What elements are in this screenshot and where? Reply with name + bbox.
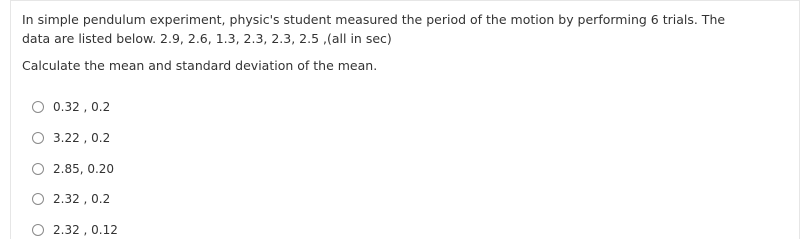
answer-option-3[interactable] xyxy=(32,154,118,184)
question-text xyxy=(22,10,792,48)
radio-button-icon[interactable] xyxy=(32,132,44,144)
answer-option-label: 0.32 , 0.2 xyxy=(53,100,111,114)
radio-button-icon[interactable] xyxy=(32,163,44,175)
answer-option-5[interactable] xyxy=(32,215,118,245)
answer-option-1[interactable] xyxy=(32,92,118,122)
question-line-2: data are listed below. 2.9, 2.6, 1.3, 2.3, 2.3, 2.5 ,(all in sec) xyxy=(22,31,392,46)
answer-option-label: 2.32 , 0.12 xyxy=(53,223,118,238)
radio-button-icon[interactable] xyxy=(32,224,44,236)
answer-option-4[interactable] xyxy=(32,184,118,214)
question-line-1: In simple pendulum experiment, physic's student measured the period of the motion by performing 6 trials. The xyxy=(22,12,726,27)
answer-options xyxy=(32,92,118,246)
question-card xyxy=(10,0,800,239)
radio-button-icon[interactable] xyxy=(32,101,44,113)
answer-option-2[interactable] xyxy=(32,123,118,153)
question-instruction: Calculate the mean and standard deviation of the mean. xyxy=(22,58,378,73)
answer-option-label: 2.32 , 0.2 xyxy=(53,192,111,207)
radio-button-icon[interactable] xyxy=(32,193,44,205)
answer-option-label: 2.85, 0.20 xyxy=(53,161,115,176)
answer-option-label: 3.22 , 0.2 xyxy=(53,130,111,145)
